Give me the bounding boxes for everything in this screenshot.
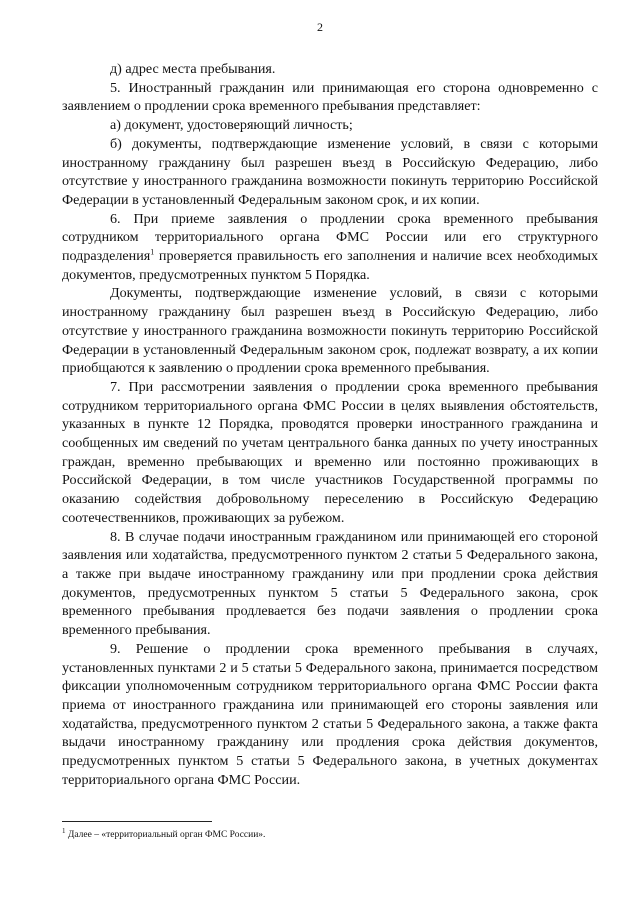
paragraph-7: 7. При рассмотрении заявления о продлении срока временного пребывания сотрудником территориального органа ФМС России в целях выявления обстоятельств, указанных в пункте 12 Порядка, проводятся проверки иностранного гражданина и сообщенных им сведений по учетам центрального банка данных по учету иностранных граждан, временно пребывающих и временно или постоянно проживающих в Российской Федерации, в том числе участников Государственной программы по оказанию содействия добровольному переселению в Российскую Федерацию соотечественников, проживающих за рубежом. (62, 378, 598, 526)
page-number: 2 (317, 20, 323, 34)
paragraph-9: 9. Решение о продлении срока временного пребывания в случаях, установленных пунктами 2 и 5 статьи 5 Федерального закона, принимается посредством фиксации уполномоченным сотрудником территориального органа ФМС России факта приема от иностранного гражданина или принимающей его стороны заявления или ходатайства, предусмотренного пунктом 2 статьи 5 Федерального закона, а также факта выдачи иностранному гражданину или продления срока действия документов, предусмотренных пунктом 5 статьи 5 Федерального закона, в учетных документах территориального органа ФМС России. (62, 640, 598, 788)
paragraph-8: 8. В случае подачи иностранным гражданином или принимающей его стороной заявления или ходатайства, предусмотренного пунктом 2 статьи 5 Федерального закона, а также при выдаче иностранному гражданину или при продлении срока действия документов, предусмотренных пунктом 5 статьи 5 Федерального закона, срок временного пребывания продлевается без подачи заявления о продлении срока временного пребывания. (62, 528, 598, 639)
paragraph-5b: б) документы, подтверждающие изменение условий, в связи с которыми иностранному гражданину был разрешен въезд в Российскую Федерацию, либо отсутствие у иностранного гражданина возможности покинуть территорию Российской Федерации в установленный Федеральным законом срок, и их копии. (62, 135, 598, 208)
paragraph-6 (62, 210, 598, 285)
footnote-reference: 1 (150, 247, 155, 257)
footnote-mark: 1 (62, 826, 66, 835)
paragraph-5a: а) документ, удостоверяющий личность; (110, 117, 353, 134)
paragraph-6-text-after: проверяется правильность его заполнения и наличие всех необходимых документов, предусмотренных пунктом 5 Порядка. (62, 248, 598, 283)
footnote-text: Далее – «территориальный орган ФМС России». (65, 830, 266, 840)
paragraph-documents-return: Документы, подтверждающие изменение условий, в связи с которыми иностранному гражданину был разрешен въезд в Российскую Федерацию, либо отсутствие у иностранного гражданина возможности покинуть территорию Российской Федерации в установленный Федеральным законом срок, подлежат возврату, а их копии приобщаются к заявлению о продлении срока временного пребывания. (62, 285, 598, 377)
paragraph-d-address: д) адрес места пребывания. (110, 61, 276, 77)
footnote (62, 826, 598, 841)
footnote-divider (62, 821, 212, 822)
paragraph-6-text: 6. При приеме заявления о продлении срока временного пребывания сотрудником территориального органа ФМС России или его структурного подразделения (62, 210, 598, 265)
paragraph-5: 5. Иностранный гражданин или принимающая его сторона одновременно с заявлением о продлении срока временного пребывания представляет: (62, 79, 598, 115)
document-body (62, 60, 598, 789)
